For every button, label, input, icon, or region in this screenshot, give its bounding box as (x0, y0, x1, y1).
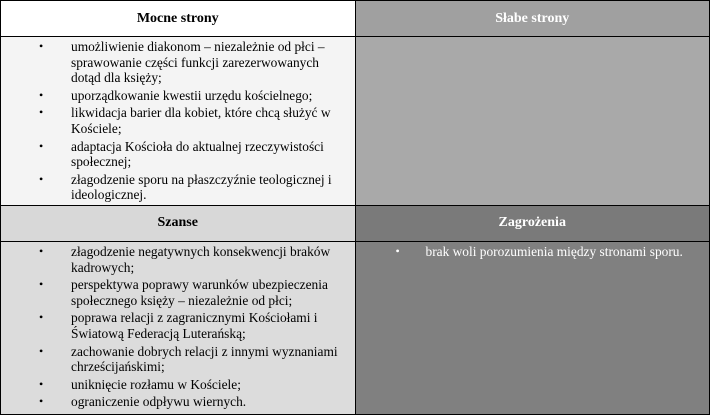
list-item: • likwidacja barier dla kobiet, które chcą służyć w Kościele; (1, 105, 347, 136)
threats-header: Zagrożenia (355, 205, 710, 241)
list-item: • złagodzenie sporu na płaszczyźnie teologicznej i ideologicznej. (1, 172, 347, 203)
list-item: • zachowanie dobrych relacji z innymi wyznaniami chrześcijańskimi; (1, 344, 347, 375)
list-item: • złagodzenie negatywnych konsekwencji braków kadrowych; (1, 244, 347, 275)
weaknesses-cell (355, 37, 710, 206)
opportunities-header: Szanse (1, 205, 356, 241)
strengths-cell (1, 37, 356, 206)
list-item: • perspektywa poprawy warunków ubezpieczenia społecznego księży – niezależnie od płci; (1, 277, 347, 308)
list-item: • brak woli porozumienia między stronami sporu. (356, 244, 702, 260)
list-item: • ograniczenie odpływu wiernych. (1, 394, 347, 410)
list-item: • poprawa relacji z zagranicznymi Kościołami i Światową Federacją Luterańską; (1, 310, 347, 341)
strengths-header: Mocne strony (1, 1, 356, 37)
threats-cell (355, 241, 710, 414)
threats-list (356, 242, 710, 260)
weaknesses-header: Słabe strony (355, 1, 710, 37)
opportunities-list (1, 242, 355, 410)
list-item: • umożliwienie diakonom – niezależnie od płci – sprawowanie części funkcji zarezerwowanych dotąd dla księży; (1, 39, 347, 86)
list-item: • uniknięcie rozłamu w Kościele; (1, 377, 347, 393)
strengths-list (1, 37, 355, 203)
opportunities-cell (1, 241, 356, 414)
list-item: • adaptacja Kościoła do aktualnej rzeczywistości społecznej; (1, 139, 347, 170)
list-item: • uporządkowanie kwestii urzędu kościelnego; (1, 88, 347, 104)
